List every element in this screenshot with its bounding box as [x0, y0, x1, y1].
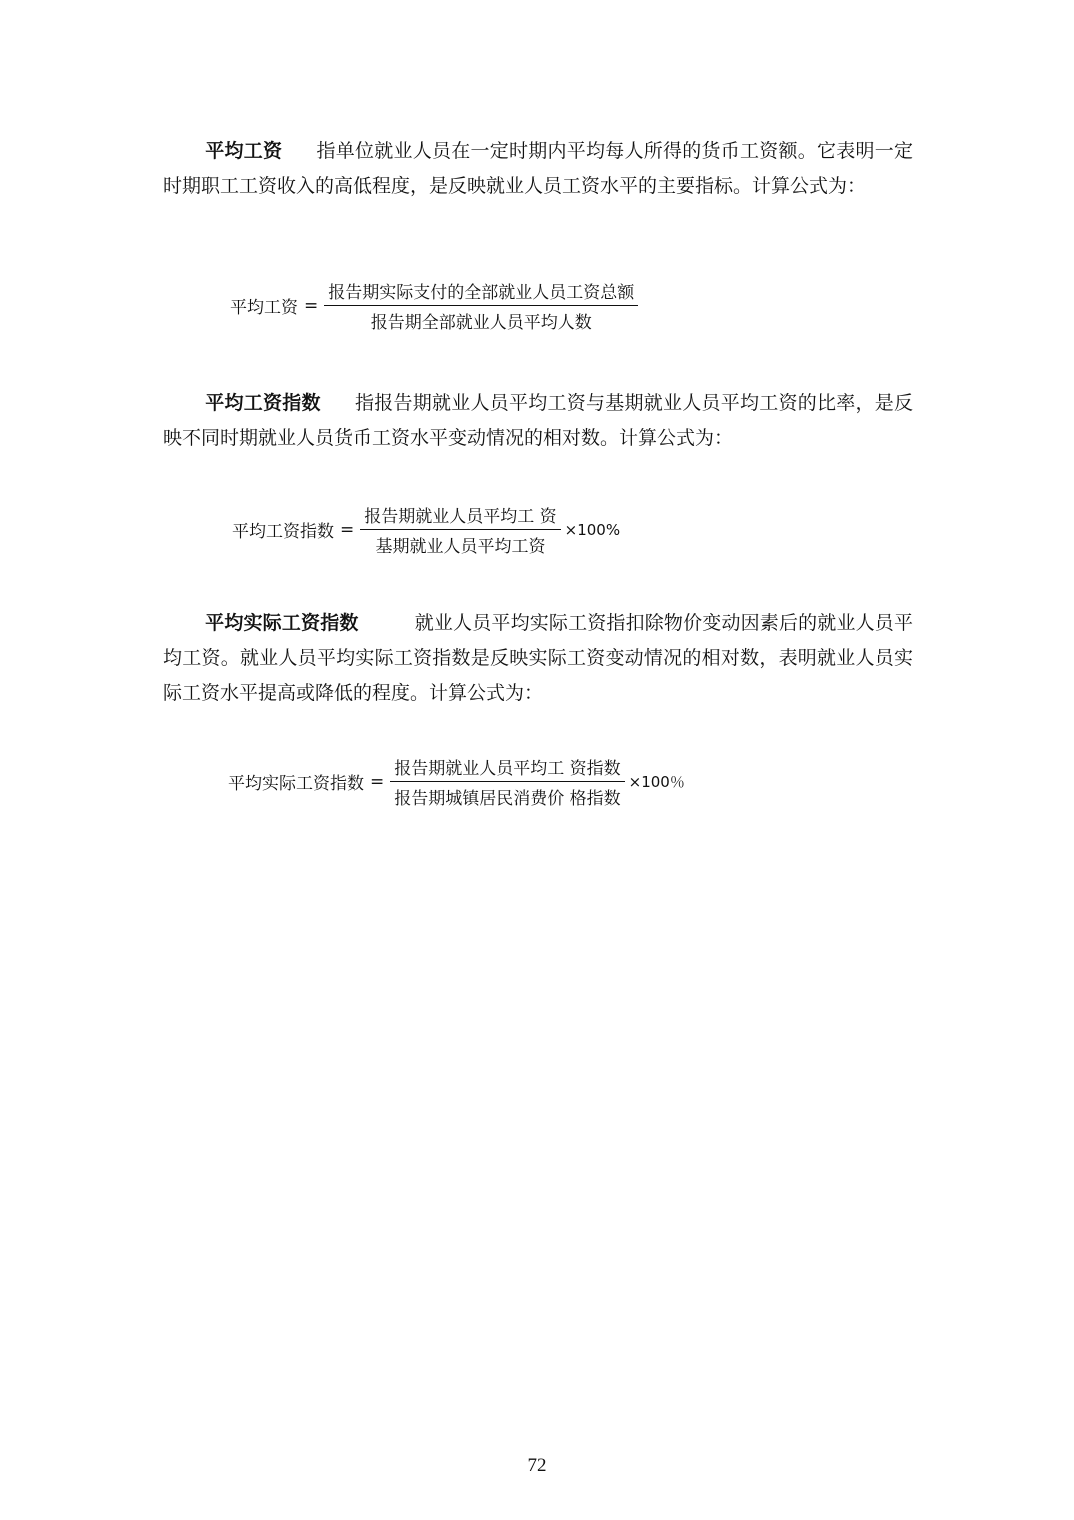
definition-average-wage: 指单位就业人员在一定时期内平均每人所得的货币工资额。它表明一定时期职工工资收入的高低程度，是反映就业人员工资水平的主要指标。计算公式为：: [163, 140, 913, 197]
formula-numerator: 报告期就业人员平均工 资指数: [390, 754, 624, 782]
formula-fraction: [390, 754, 624, 809]
definition-average-wage-index: 指报告期就业人员平均工资与基期就业人员平均工资的比率，是反映不同时期就业人员货币工资水平变动情况的相对数。计算公式为：: [163, 392, 913, 449]
formula-equals: =: [370, 771, 385, 792]
paragraph-average-wage-index: [163, 386, 913, 456]
formula-multiplier: ×100％: [628, 773, 685, 791]
term-average-wage-index: 平均工资指数: [205, 392, 321, 414]
paragraph-real-wage-index: [163, 606, 913, 711]
formula-lhs: 平均实际工资指数: [228, 774, 364, 794]
paragraph-average-wage: [163, 134, 913, 204]
formula-numerator: 报告期就业人员平均工 资: [360, 502, 560, 530]
formula-real-wage-index: [228, 754, 685, 809]
formula-lhs: 平均工资指数: [232, 522, 334, 542]
formula-equals: =: [304, 295, 319, 316]
formula-average-wage: [230, 278, 638, 333]
term-real-wage-index: 平均实际工资指数: [205, 612, 359, 634]
formula-fraction: [324, 278, 638, 333]
formula-denominator: 报告期全部就业人员平均人数: [370, 313, 592, 333]
formula-denominator: 基期就业人员平均工资: [375, 537, 546, 557]
formula-denominator: 报告期城镇居民消费价 格指数: [394, 789, 621, 809]
definition-real-wage-index: 就业人员平均实际工资指扣除物价变动因素后的就业人员平均工资。就业人员平均实际工资指数是反映实际工资变动情况的相对数，表明就业人员实际工资水平提高或降低的程度。计算公式为：: [163, 612, 913, 704]
term-average-wage: 平均工资: [205, 140, 283, 162]
formula-average-wage-index: [232, 502, 620, 557]
formula-lhs: 平均工资: [230, 298, 298, 318]
page-number: 72: [527, 1455, 547, 1476]
formula-numerator: 报告期实际支付的全部就业人员工资总额: [324, 278, 638, 306]
formula-fraction: [360, 502, 560, 557]
formula-equals: =: [340, 519, 355, 540]
formula-multiplier: ×100%: [564, 520, 621, 539]
